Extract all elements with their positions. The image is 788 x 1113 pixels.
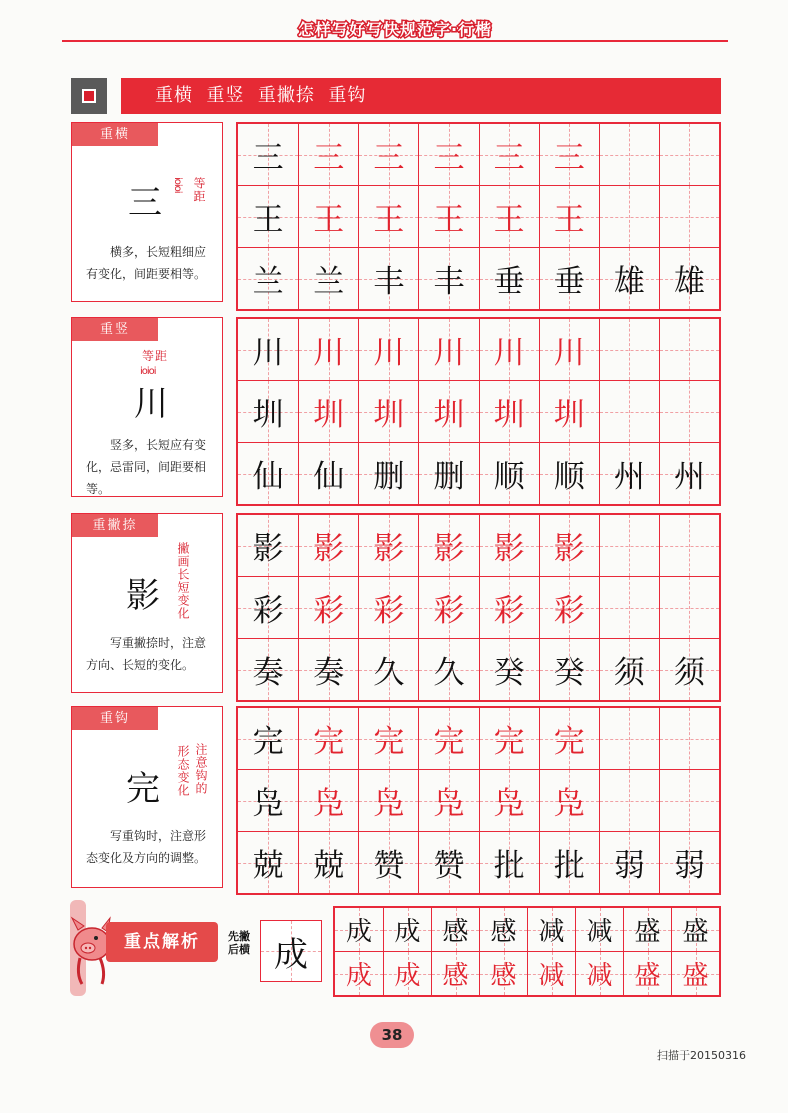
practice-cell — [358, 248, 418, 309]
grid-row — [238, 442, 719, 504]
practice-cell — [479, 577, 539, 638]
practice-char: 彩 — [553, 593, 585, 629]
empty-practice-cell — [659, 770, 719, 831]
practice-char: 川 — [313, 335, 345, 371]
practice-char: 凫 — [313, 786, 345, 822]
practice-char: 须 — [673, 655, 705, 691]
practice-char: 川 — [433, 335, 465, 371]
practice-char: 盛 — [682, 961, 709, 991]
practice-cell — [418, 248, 478, 309]
practice-cell — [298, 708, 358, 769]
page-number: 38 — [370, 1022, 414, 1048]
empty-practice-cell — [599, 381, 659, 442]
empty-practice-cell — [599, 577, 659, 638]
practice-cell — [671, 952, 719, 995]
practice-char: 凫 — [373, 786, 405, 822]
practice-cell — [298, 577, 358, 638]
practice-cell — [539, 832, 599, 893]
practice-char: 凫 — [433, 786, 465, 822]
practice-cell — [358, 577, 418, 638]
practice-char: 删 — [433, 459, 465, 495]
practice-cell — [479, 832, 539, 893]
empty-practice-cell — [659, 186, 719, 247]
practice-char: 凫 — [252, 786, 284, 822]
practice-char: 彩 — [433, 593, 465, 629]
technique-label: 等距 — [142, 349, 169, 363]
practice-char: 影 — [553, 531, 585, 567]
technique-label-a: 形态变化 — [176, 745, 190, 797]
grid-row — [238, 769, 719, 831]
practice-cell — [599, 639, 659, 700]
practice-cell — [418, 832, 478, 893]
lesson-card-heavy-hook — [71, 706, 223, 888]
practice-cell — [238, 639, 298, 700]
practice-cell — [659, 248, 719, 309]
practice-cell — [358, 443, 418, 504]
practice-cell — [298, 319, 358, 380]
practice-cell — [238, 832, 298, 893]
practice-char: 完 — [553, 724, 585, 760]
practice-cell — [418, 577, 478, 638]
spacing-mark: ioioi — [172, 177, 183, 193]
empty-practice-cell — [659, 124, 719, 185]
practice-cell — [358, 515, 418, 576]
practice-cell — [358, 186, 418, 247]
practice-cell — [298, 770, 358, 831]
practice-char: 丰 — [373, 264, 405, 300]
practice-cell — [418, 770, 478, 831]
technique-description: 竖多，长短应有变化，忌雷同，间距要相等。 — [86, 438, 207, 496]
practice-char: 成 — [394, 961, 421, 991]
practice-char: 顺 — [493, 459, 525, 495]
practice-char: 成 — [394, 917, 421, 947]
grid-row — [238, 638, 719, 700]
grid-row — [238, 185, 719, 247]
practice-char: 完 — [252, 724, 284, 760]
practice-cell — [298, 186, 358, 247]
grid-row — [238, 247, 719, 309]
section-marker-icon — [71, 78, 107, 114]
practice-char: 奏 — [313, 655, 345, 691]
grid-row — [238, 576, 719, 638]
practice-cell — [527, 952, 575, 995]
practice-cell — [539, 381, 599, 442]
practice-char: 川 — [373, 335, 405, 371]
practice-char: 雄 — [613, 264, 645, 300]
practice-cell — [659, 639, 719, 700]
example-big-char: 完 — [126, 769, 160, 809]
practice-char: 完 — [373, 724, 405, 760]
example-big-char: 川 — [134, 384, 168, 424]
practice-cell — [575, 908, 623, 951]
practice-char: 王 — [493, 202, 525, 238]
technique-description: 写重钩时，注意形态变化及方向的调整。 — [86, 829, 207, 865]
practice-char: 圳 — [553, 397, 585, 433]
practice-char: 兰 — [313, 264, 345, 300]
empty-practice-cell — [599, 124, 659, 185]
grid-row — [335, 908, 719, 951]
practice-char: 弱 — [613, 848, 645, 884]
empty-practice-cell — [659, 577, 719, 638]
empty-practice-cell — [599, 319, 659, 380]
practice-cell — [479, 186, 539, 247]
practice-char: 完 — [313, 724, 345, 760]
practice-cell — [298, 639, 358, 700]
practice-char: 川 — [553, 335, 585, 371]
practice-cell — [358, 708, 418, 769]
practice-cell — [238, 770, 298, 831]
practice-char: 成 — [345, 917, 372, 947]
practice-char: 凫 — [493, 786, 525, 822]
practice-cell — [671, 908, 719, 951]
practice-char: 感 — [442, 917, 469, 947]
practice-char: 盛 — [634, 917, 661, 947]
practice-cell — [539, 515, 599, 576]
demo-char: 成 — [274, 934, 308, 975]
spacing-mark: ioioi — [140, 366, 156, 377]
practice-cell — [418, 319, 478, 380]
section-title: 重横 重竖 重撇捺 重钩 — [155, 85, 367, 106]
demo-char-box — [260, 920, 322, 982]
practice-char: 赞 — [373, 848, 405, 884]
practice-cell — [298, 443, 358, 504]
practice-cell — [599, 248, 659, 309]
practice-cell — [418, 515, 478, 576]
key-analysis-label: 重点解析 — [106, 922, 218, 962]
empty-practice-cell — [659, 319, 719, 380]
practice-cell — [479, 248, 539, 309]
practice-char: 三 — [252, 140, 284, 176]
section-title-band — [121, 78, 721, 114]
technique-label-b: 注意钩的 — [194, 743, 208, 795]
grid-row — [238, 380, 719, 442]
example-big-char: 影 — [126, 576, 160, 616]
practice-cell — [431, 952, 479, 995]
practice-char: 王 — [313, 202, 345, 238]
practice-char: 三 — [493, 140, 525, 176]
practice-cell — [238, 443, 298, 504]
practice-cell — [358, 124, 418, 185]
practice-char: 减 — [538, 917, 565, 947]
empty-practice-cell — [659, 515, 719, 576]
practice-char: 批 — [553, 848, 585, 884]
practice-char: 凫 — [553, 786, 585, 822]
practice-char: 久 — [433, 655, 465, 691]
practice-cell — [335, 952, 383, 995]
practice-cell — [238, 248, 298, 309]
practice-cell — [358, 770, 418, 831]
practice-char: 圳 — [433, 397, 465, 433]
practice-char: 雄 — [673, 264, 705, 300]
practice-char: 三 — [553, 140, 585, 176]
practice-cell — [418, 124, 478, 185]
practice-cell — [238, 381, 298, 442]
empty-practice-cell — [599, 708, 659, 769]
practice-char: 王 — [373, 202, 405, 238]
lesson-card-heavy-vertical — [71, 317, 223, 497]
lesson-card-heavy-horizontal — [71, 122, 223, 302]
grid-row — [238, 319, 719, 380]
practice-char: 仙 — [252, 459, 284, 495]
technique-description: 写重撇捺时，注意方向、长短的变化。 — [86, 636, 207, 672]
practice-char: 兰 — [252, 264, 284, 300]
practice-char: 彩 — [313, 593, 345, 629]
practice-char: 丰 — [433, 264, 465, 300]
practice-cell — [575, 952, 623, 995]
practice-char: 癸 — [493, 655, 525, 691]
practice-cell — [623, 952, 671, 995]
practice-cell — [418, 639, 478, 700]
practice-cell — [539, 186, 599, 247]
empty-practice-cell — [659, 708, 719, 769]
practice-cell — [479, 124, 539, 185]
practice-cell — [539, 708, 599, 769]
practice-char: 感 — [490, 961, 517, 991]
scan-stamp: 扫描于20150316 — [657, 1049, 746, 1062]
practice-cell — [539, 443, 599, 504]
empty-practice-cell — [659, 381, 719, 442]
practice-char: 三 — [313, 140, 345, 176]
practice-char: 盛 — [634, 961, 661, 991]
grid-row — [238, 831, 719, 893]
grid-row — [238, 515, 719, 576]
practice-char: 删 — [373, 459, 405, 495]
practice-char: 王 — [433, 202, 465, 238]
practice-char: 兢 — [313, 848, 345, 884]
practice-char: 影 — [252, 531, 284, 567]
practice-cell — [479, 639, 539, 700]
practice-cell — [298, 124, 358, 185]
practice-cell — [479, 908, 527, 951]
practice-char: 州 — [673, 459, 705, 495]
practice-char: 三 — [373, 140, 405, 176]
practice-cell — [358, 319, 418, 380]
practice-cell — [479, 708, 539, 769]
empty-practice-cell — [599, 186, 659, 247]
stroke-order-note: 先撇后横 — [228, 930, 250, 956]
practice-cell — [479, 515, 539, 576]
practice-char: 王 — [252, 202, 284, 238]
practice-char: 感 — [442, 961, 469, 991]
practice-cell — [623, 908, 671, 951]
empty-practice-cell — [599, 515, 659, 576]
practice-cell — [418, 186, 478, 247]
practice-cell — [238, 319, 298, 380]
technique-description: 横多，长短粗细应有变化，间距要相等。 — [86, 245, 207, 281]
practice-cell — [418, 708, 478, 769]
practice-char: 垂 — [553, 264, 585, 300]
practice-char: 三 — [433, 140, 465, 176]
practice-cell — [479, 319, 539, 380]
practice-cell — [358, 639, 418, 700]
grid-row — [238, 124, 719, 185]
practice-cell — [358, 381, 418, 442]
practice-char: 减 — [586, 961, 613, 991]
practice-char: 圳 — [373, 397, 405, 433]
practice-cell — [659, 443, 719, 504]
practice-cell — [539, 248, 599, 309]
practice-char: 奏 — [252, 655, 284, 691]
practice-cell — [238, 708, 298, 769]
practice-grid — [236, 317, 721, 506]
practice-cell — [539, 770, 599, 831]
practice-char: 彩 — [252, 593, 284, 629]
practice-char: 影 — [313, 531, 345, 567]
practice-char: 盛 — [682, 917, 709, 947]
lesson-tag: 重撇捺 — [72, 514, 158, 537]
practice-grid — [236, 122, 721, 311]
practice-char: 影 — [433, 531, 465, 567]
practice-cell — [431, 908, 479, 951]
grid-row — [238, 708, 719, 769]
practice-char: 仙 — [313, 459, 345, 495]
practice-cell — [479, 381, 539, 442]
practice-cell — [383, 908, 431, 951]
practice-char: 圳 — [493, 397, 525, 433]
lesson-tag: 重钩 — [72, 707, 158, 730]
practice-cell — [298, 832, 358, 893]
practice-grid — [236, 513, 721, 702]
practice-cell — [418, 381, 478, 442]
practice-cell — [238, 186, 298, 247]
practice-cell — [527, 908, 575, 951]
practice-char: 川 — [252, 335, 284, 371]
practice-char: 减 — [538, 961, 565, 991]
practice-char: 川 — [493, 335, 525, 371]
practice-char: 垂 — [493, 264, 525, 300]
practice-char: 圳 — [252, 397, 284, 433]
practice-cell — [539, 577, 599, 638]
lesson-tag: 重横 — [72, 123, 158, 146]
practice-cell — [358, 832, 418, 893]
practice-char: 兢 — [252, 848, 284, 884]
lesson-card-heavy-sweep — [71, 513, 223, 693]
practice-char: 王 — [553, 202, 585, 238]
practice-char: 久 — [373, 655, 405, 691]
practice-char: 赞 — [433, 848, 465, 884]
grid-row — [335, 951, 719, 995]
practice-char: 顺 — [553, 459, 585, 495]
practice-char: 影 — [373, 531, 405, 567]
practice-char: 感 — [490, 917, 517, 947]
practice-cell — [479, 770, 539, 831]
practice-cell — [599, 832, 659, 893]
practice-char: 彩 — [493, 593, 525, 629]
practice-cell — [298, 515, 358, 576]
practice-cell — [418, 443, 478, 504]
practice-grid — [236, 706, 721, 895]
technique-label: 等距 — [192, 177, 206, 203]
practice-cell — [539, 319, 599, 380]
practice-char: 州 — [613, 459, 645, 495]
practice-cell — [298, 381, 358, 442]
practice-char: 弱 — [673, 848, 705, 884]
practice-cell — [238, 577, 298, 638]
practice-cell — [659, 832, 719, 893]
lesson-tag: 重竖 — [72, 318, 158, 341]
practice-cell — [479, 443, 539, 504]
practice-cell — [298, 248, 358, 309]
example-big-char: 三 — [128, 183, 162, 223]
practice-cell — [479, 952, 527, 995]
practice-cell — [335, 908, 383, 951]
practice-cell — [539, 639, 599, 700]
practice-char: 圳 — [313, 397, 345, 433]
practice-cell — [238, 515, 298, 576]
practice-char: 减 — [586, 917, 613, 947]
technique-label: 撇画长短变化 — [176, 542, 190, 620]
practice-cell — [599, 443, 659, 504]
empty-practice-cell — [599, 770, 659, 831]
practice-char: 影 — [493, 531, 525, 567]
practice-char: 彩 — [373, 593, 405, 629]
practice-cell — [383, 952, 431, 995]
practice-char: 成 — [345, 961, 372, 991]
practice-char: 癸 — [553, 655, 585, 691]
practice-char: 完 — [493, 724, 525, 760]
practice-cell — [539, 124, 599, 185]
book-title: 怎样写好写快规范字·行楷 — [297, 20, 493, 39]
practice-char: 批 — [493, 848, 525, 884]
practice-char: 完 — [433, 724, 465, 760]
analysis-practice-grid — [333, 906, 721, 997]
practice-char: 须 — [613, 655, 645, 691]
practice-cell — [238, 124, 298, 185]
